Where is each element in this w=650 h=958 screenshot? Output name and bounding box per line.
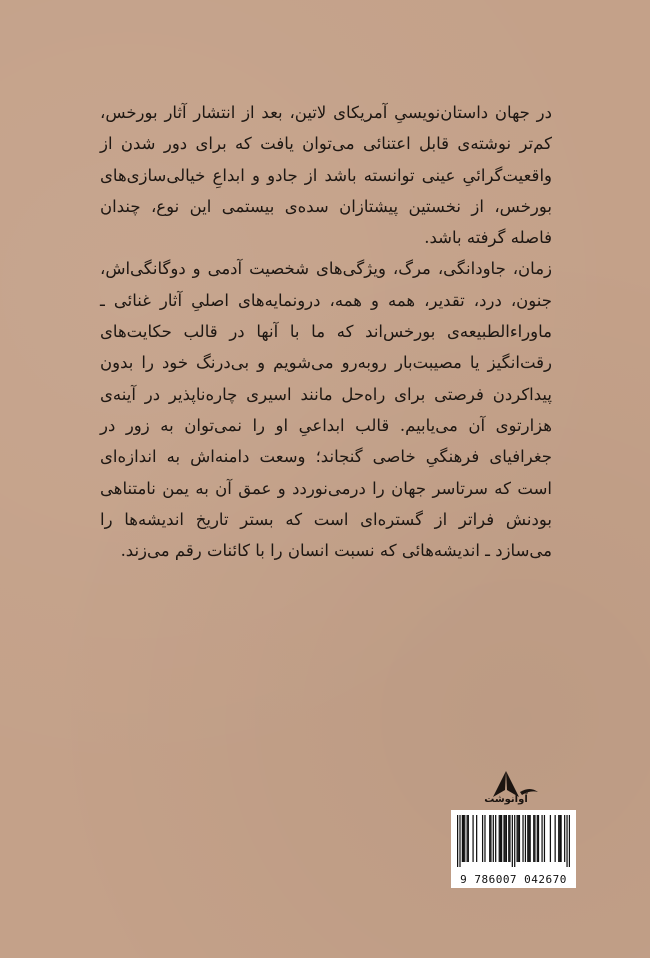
blurb-paragraph-2: زمان، جاودانگی، مرگ، ویژگی‌های شخصیت آدمی و دوگانگی‌اش، جنون، درد، تقدیر، همه و همه، درونمایه‌های اصلیِ آثار غنائی ـ ماوراءالطبیعه‌ی بورخس‌اند که ما با آنها در قالب حکایت‌های رقت‌انگیز یا مصیبت‌بار روبه‌رو می‌شویم و بی‌درنگ خود را بدون پیداکردن فرصتی برای راه‌حل مانند اسیری چاره‌ناپذیر در آینه‌ی هزارتوی آن می‌یابیم. قالب ابداعیِ او را نمی‌توان به زور در جغرافیای فرهنگیِ خاصی گنجاند؛ وسعت دامنه‌اش به اندازه‌ای است که سرتاسر جهان را درمی‌نوردد و عمق آن به یمن نامتناهی بودنش فراتر از گستره‌ای است که بستر تاریخ اندیشه‌ها را می‌سازد ـ اندیشه‌هائی که نسبت انسان را با کائنات رقم می‌زند.: [100, 259, 552, 561]
back-cover-blurb: [100, 97, 552, 566]
barcode-bar: [508, 815, 509, 862]
barcode-bar: [505, 815, 506, 862]
barcode-bar: [468, 815, 469, 862]
barcode-bar: [482, 815, 483, 862]
barcode-bar: [512, 815, 513, 867]
barcode-bar: [566, 815, 567, 867]
barcode-bars: [457, 815, 570, 867]
barcode-bar: [518, 815, 519, 862]
barcode-bar: [534, 815, 535, 862]
barcode-bar: [476, 815, 477, 862]
barcode-bar: [541, 815, 542, 862]
barcode-bar: [462, 815, 463, 862]
barcode-bar: [484, 815, 485, 862]
barcode-bar: [493, 815, 494, 862]
isbn-barcode: [451, 810, 576, 888]
barcode-bar: [550, 815, 551, 862]
blurb-paragraph-1: در جهان داستان‌نویسیِ آمریکای لاتین، بعد از انتشار آثار بورخس، کم‌تر نوشته‌ی قابل اعتنائی می‌توان یافت که برای دور شدن از واقعیت‌گرائیِ عینی توانسته باشد از جادو و ابداعِ خیالی‌سازی‌های بورخس، از نخستین پیشتازان سده‌ی بیستمی این نوع، چندان فاصله گرفته باشد.: [100, 103, 552, 248]
barcode-bar: [533, 815, 534, 862]
barcode-bar: [463, 815, 464, 862]
barcode-bar: [514, 815, 515, 867]
barcode-bar: [522, 815, 523, 862]
barcode-bar: [459, 815, 460, 867]
barcode-bar: [525, 815, 526, 862]
barcode-bar: [528, 815, 529, 862]
barcode-bar: [495, 815, 496, 862]
barcode-bar: [527, 815, 528, 862]
barcode-bar: [464, 815, 465, 862]
barcode-bar: [519, 815, 520, 862]
barcode-bar: [555, 815, 556, 862]
barcode-bar: [559, 815, 560, 862]
barcode-bar: [499, 815, 500, 862]
barcode-bar: [472, 815, 473, 862]
barcode-bar: [558, 815, 559, 862]
barcode-bar: [544, 815, 545, 862]
barcode-bar: [457, 815, 458, 867]
barcode-bar: [509, 815, 510, 862]
barcode-bar: [530, 815, 531, 862]
barcode-bar: [500, 815, 501, 862]
barcode-bar: [490, 815, 491, 862]
barcode-bar: [503, 815, 504, 862]
barcode-bar: [538, 815, 539, 862]
barcode-bar: [506, 815, 507, 862]
publisher-name: آوانوشت: [484, 794, 528, 805]
barcode-bar: [537, 815, 538, 862]
barcode-bar: [564, 815, 565, 862]
barcode-bar: [569, 815, 570, 867]
barcode-bar: [489, 815, 490, 862]
barcode-bar: [516, 815, 517, 862]
barcode-bar: [467, 815, 468, 862]
barcode-bar: [560, 815, 561, 862]
publisher-logo: [484, 770, 544, 810]
barcode-bar: [501, 815, 502, 862]
isbn-number: 9 786007 042670: [460, 873, 567, 886]
